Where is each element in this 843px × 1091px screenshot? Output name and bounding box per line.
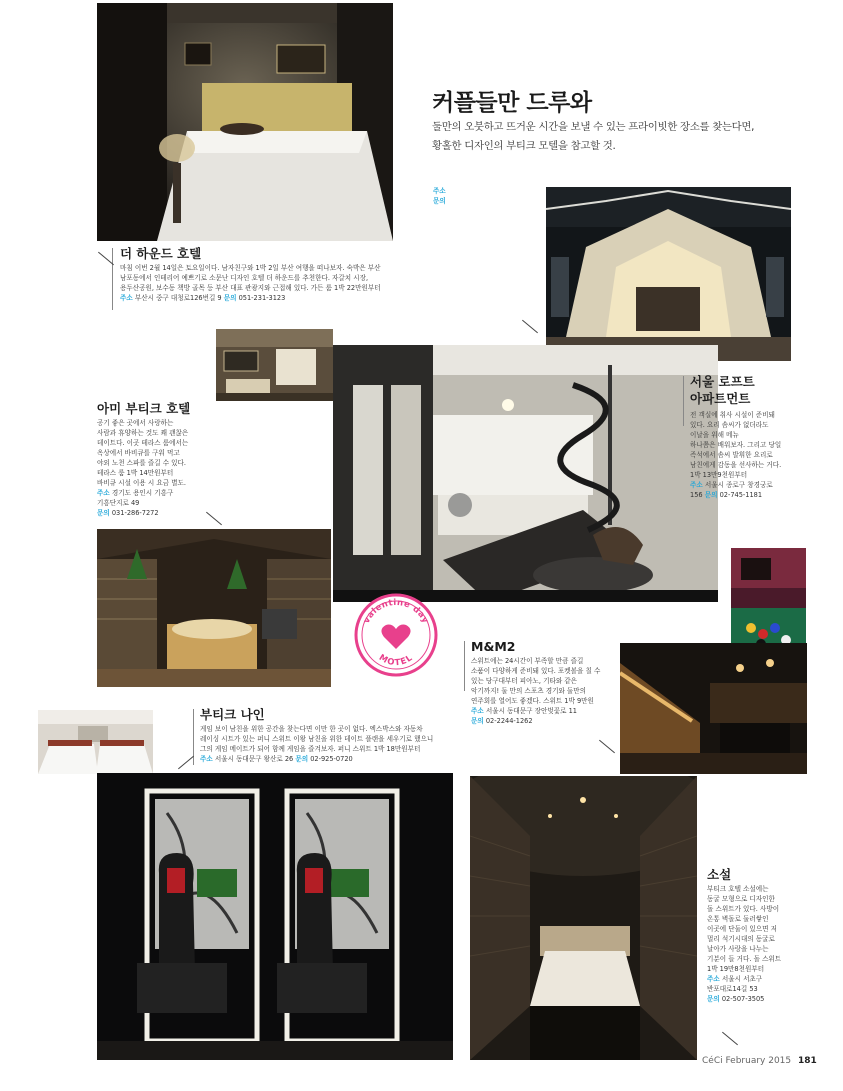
ami-desc-6: 테라스 룸 1박 14만원부터 bbox=[97, 469, 174, 477]
page-number: 181 bbox=[798, 1056, 817, 1066]
badge-top-text: valentine day bbox=[361, 597, 431, 626]
haund-contact bbox=[120, 293, 410, 303]
entry-loft bbox=[690, 373, 800, 500]
mm2-title: M&M2 bbox=[471, 639, 516, 654]
ami-address-line bbox=[97, 488, 222, 498]
loft-desc-3: 이날을 위해 메뉴 bbox=[690, 431, 739, 439]
valentine-motel-badge bbox=[354, 593, 438, 677]
address-label: 주소 bbox=[690, 481, 703, 489]
ami-desc-5: 야외 노천 스파를 즐길 수 있다. bbox=[97, 459, 187, 467]
nine-desc-3: 그의 게임 메이트가 되어 함께 게임을 즐겨보자. 퍼니 스위트 1박 18만원부터 bbox=[200, 745, 421, 753]
nine-phone: 02-925-0720 bbox=[310, 755, 353, 763]
ami-address: 경기도 용인시 기흥구 bbox=[111, 489, 174, 497]
nine-title: 부티크 나인 bbox=[200, 707, 265, 722]
haund-desc-2: 남포동에서 인테리어 예쁘기로 소문난 디자인 호텔 더 하운드를 추천한다. 자갈치 시장, bbox=[120, 274, 369, 282]
mm2-slash bbox=[599, 740, 615, 754]
soseol-address-line bbox=[707, 974, 807, 984]
ami-title: 아미 부티크 호텔 bbox=[97, 401, 191, 416]
ami-desc-2: 사람과 휴양하는 것도 꽤 괜찮은 bbox=[97, 429, 189, 437]
soseol-desc-4: 온통 벽돌로 둘러쌓인 bbox=[707, 915, 769, 923]
soseol-desc-1: 부티크 호텔 소설에는 bbox=[707, 885, 769, 893]
mm2-desc-1: 스위트에는 24시간이 부족할 만큼 즐길 bbox=[471, 657, 584, 665]
soseol-desc-8: 기분이 들 거다. 돌 스위트 bbox=[707, 955, 782, 963]
ami-desc-3: 데이트다. 이곳 테라스 룸에서는 bbox=[97, 439, 189, 447]
address-label: 주소 bbox=[471, 707, 484, 715]
soseol-title: 소설 bbox=[707, 867, 732, 882]
valentine-badge-graphic bbox=[354, 593, 438, 677]
mm2-address-line bbox=[471, 706, 631, 716]
nine-contact bbox=[200, 754, 470, 764]
haund-desc-3: 용두산공원, 보수동 책방 골목 등 부산 대표 관광지와 근접해 있다. 가든 룸 1박 22만원부터 bbox=[120, 284, 381, 292]
mm2-desc-2: 소품이 다양하게 준비돼 있다. 포켓볼을 칠 수 bbox=[471, 667, 601, 675]
feature-intro-line-2: 황홀한 디자인의 부티크 모텔을 참고할 것. bbox=[432, 140, 616, 152]
nine-slash bbox=[178, 756, 194, 770]
issue-date: February 2015 bbox=[725, 1056, 792, 1066]
contact-label: 문의 bbox=[471, 717, 484, 725]
mm2-desc-3: 있는 당구대부터 피아노, 기타와 같은 bbox=[471, 677, 578, 685]
contact-label: 문의 bbox=[707, 995, 720, 1003]
photo-mm2-lounge bbox=[620, 643, 807, 774]
address-label: 주소 bbox=[97, 489, 110, 497]
soseol-desc-2: 동굴 모형으로 디자인한 bbox=[707, 895, 775, 903]
havenue-contact bbox=[433, 196, 545, 206]
loft-desc-4: 하나쯤은 배워보자. 그리고 당일 bbox=[690, 441, 782, 449]
address-label: 주소 bbox=[200, 755, 213, 763]
mm2-address: 서울시 동대문구 장안벚꽃로 11 bbox=[485, 707, 577, 715]
haund-phone: 051-231-3123 bbox=[238, 294, 286, 302]
feature-intro-line-1: 둘만의 오붓하고 뜨거운 시간을 보낼 수 있는 프라이빗한 장소를 찾는다면, bbox=[432, 121, 755, 133]
soseol-slash bbox=[722, 1032, 738, 1046]
photo-havenue-tent bbox=[546, 187, 791, 361]
soseol-address-2: 반포대로14길 53 bbox=[707, 985, 758, 993]
address-label: 주소 bbox=[120, 294, 133, 302]
soseol-desc-3: 돌 스위트가 있다. 사방이 bbox=[707, 905, 780, 913]
soseol-phone: 02-507-3505 bbox=[721, 995, 765, 1003]
entry-ami bbox=[97, 400, 222, 518]
feature-title: 커플들만 드루와 bbox=[432, 90, 592, 116]
entry-nine bbox=[200, 706, 470, 764]
soseol-desc-7: 날아가 사랑을 나누는 bbox=[707, 945, 769, 953]
ami-desc-7: 바비큐 시설 이용 시 요금 별도. bbox=[97, 479, 187, 487]
loft-contact bbox=[690, 490, 800, 500]
loft-address: 서울시 종로구 창경궁로 bbox=[704, 481, 773, 489]
address-label: 주소 bbox=[707, 975, 720, 983]
contact-label: 문의 bbox=[223, 294, 237, 302]
nine-desc-2: 레이싱 시트가 있는 퍼니 스위트 이왕 남친을 위한 데이트 플랜을 세우기로 했으니 bbox=[200, 735, 434, 743]
nine-address: 서울시 동대문구 왕산로 26 bbox=[214, 755, 294, 763]
photo-ami-terrace bbox=[97, 529, 331, 687]
loft-address-line bbox=[690, 480, 800, 490]
photo-haund-bedroom bbox=[97, 3, 393, 241]
soseol-desc-5: 이곳에 단둘이 있으면 저 bbox=[707, 925, 777, 933]
soseol-desc-6: 멀리 석기시대의 동굴로 bbox=[707, 935, 775, 943]
ami-desc-4: 옥상에서 바비큐를 구워 먹고 bbox=[97, 449, 180, 457]
loft-desc-5: 즉석에서 솜씨 발휘한 요리로 bbox=[690, 451, 773, 459]
loft-desc-1: 전 객실에 취사 시설이 준비돼 bbox=[690, 411, 775, 419]
soseol-desc-9: 1박 19만8천원부터 bbox=[707, 965, 765, 973]
loft-title-1: 서울 로프트 bbox=[690, 374, 755, 389]
mm2-desc-4: 악기까지! 둘 만의 스포츠 경기와 둘만의 bbox=[471, 687, 587, 695]
photo-nine-racing-seats bbox=[97, 773, 453, 1060]
loft-rule bbox=[683, 376, 684, 426]
havenue-slash bbox=[522, 320, 538, 334]
photo-soseol-cave-suite bbox=[470, 776, 697, 1060]
mm2-desc-5: 연주회를 열어도 좋겠다. 스위트 1박 9만원 bbox=[471, 697, 594, 705]
loft-desc-6: 남친에게 감동을 선사하는 거다. bbox=[690, 461, 782, 469]
nine-desc-1: 게임 보이 남친을 위한 공간을 찾는다면 이만 한 곳이 없다. 엑스박스와 자동차 bbox=[200, 725, 423, 733]
loft-desc-2: 있다. 요리 솜씨가 없더라도 bbox=[690, 421, 769, 429]
loft-address-2: 156 bbox=[690, 491, 703, 499]
contact-label: 문의 bbox=[433, 197, 446, 205]
photo-nine-twin-beds bbox=[38, 710, 153, 774]
ami-desc-1: 공기 좋은 곳에서 사랑하는 bbox=[97, 419, 174, 427]
entry-haund bbox=[120, 245, 410, 303]
badge-bottom-text: MOTEL bbox=[376, 652, 416, 669]
address-label: 주소 bbox=[433, 187, 446, 195]
loft-title-2: 아파트먼트 bbox=[690, 391, 751, 406]
contact-label: 문의 bbox=[295, 755, 309, 763]
haund-title: 더 하운드 호텔 bbox=[120, 246, 202, 261]
mm2-rule bbox=[464, 641, 465, 691]
entry-mm2 bbox=[471, 638, 631, 726]
ami-contact bbox=[97, 508, 222, 518]
loft-phone: 02-745-1181 bbox=[719, 491, 763, 499]
soseol-contact bbox=[707, 994, 807, 1004]
haund-desc-1: 마침 이번 2월 14일은 토요일이다. 남자친구와 1박 2일 부산 여행을 떠나보자. 숙박은 부산 bbox=[120, 264, 381, 272]
ami-address-2: 기흥단지로 49 bbox=[97, 499, 140, 507]
havenue-address-line bbox=[433, 186, 545, 196]
haund-rule bbox=[112, 248, 113, 310]
mm2-contact bbox=[471, 716, 631, 726]
entry-havenue bbox=[433, 186, 545, 206]
photo-ami-room-small bbox=[216, 329, 333, 401]
contact-label: 문의 bbox=[704, 491, 718, 499]
soseol-address: 서울시 서초구 bbox=[721, 975, 763, 983]
contact-label: 문의 bbox=[97, 509, 110, 517]
mm2-phone: 02-2244-1262 bbox=[485, 717, 533, 725]
loft-desc-7: 1박 13만9천원부터 bbox=[690, 471, 748, 479]
entry-soseol bbox=[707, 866, 807, 1004]
photo-loft-kitchen bbox=[333, 345, 718, 602]
haund-address: 부산시 중구 대청로126번길 9 bbox=[134, 294, 222, 302]
page-footer bbox=[702, 1056, 817, 1066]
magazine-name: CéCi bbox=[702, 1056, 723, 1066]
ami-phone: 031-286-7272 bbox=[111, 509, 159, 517]
